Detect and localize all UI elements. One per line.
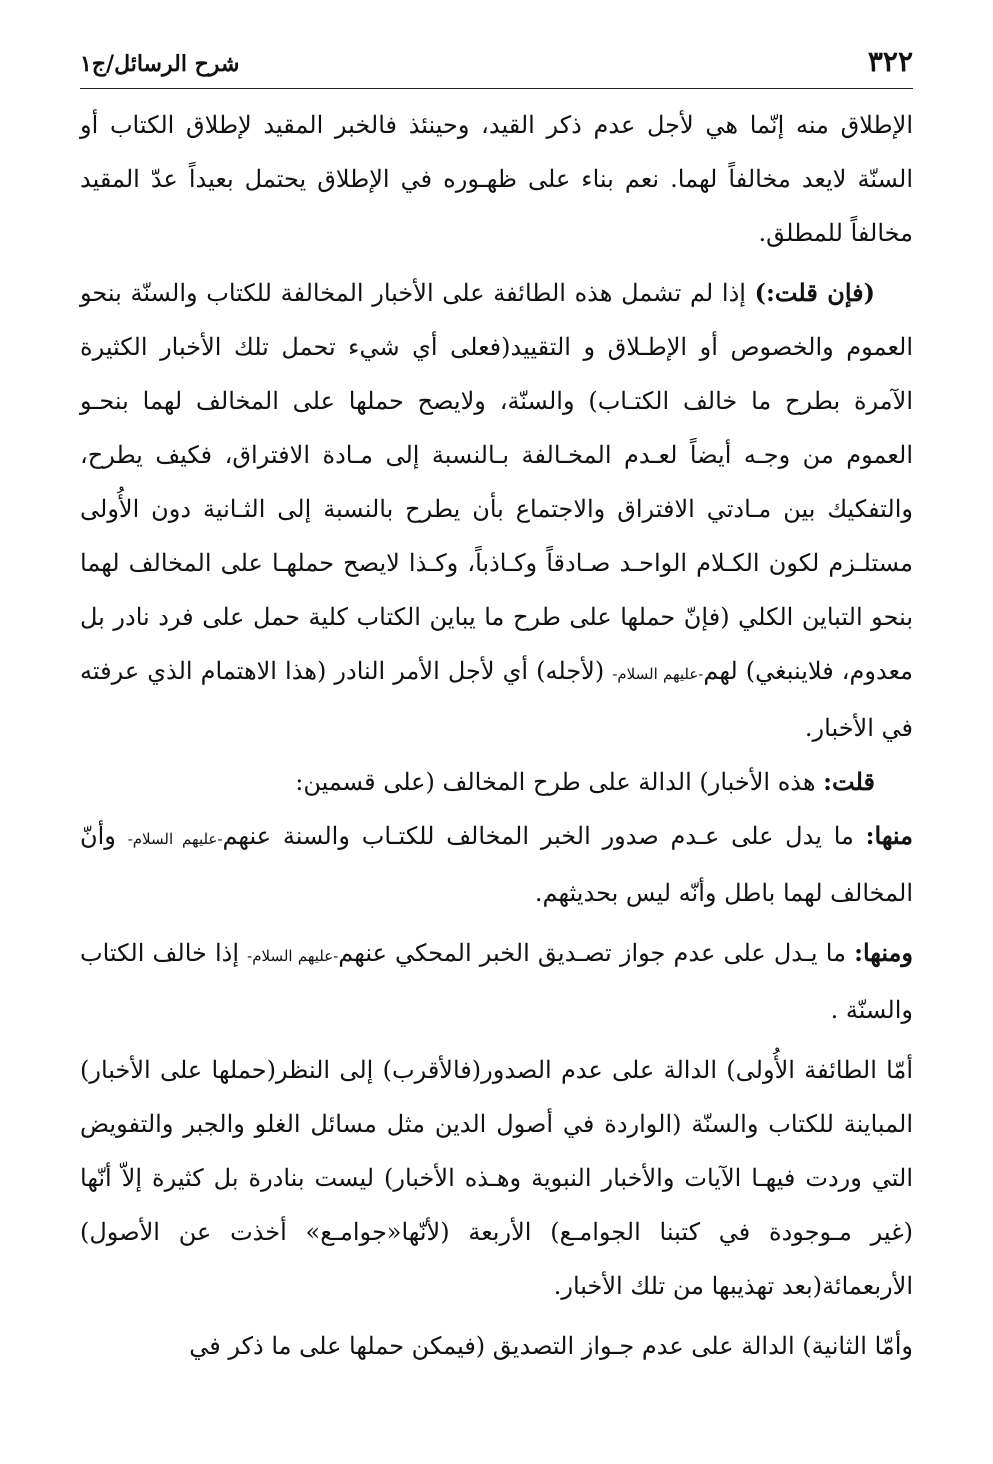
page-number: ٣٢٢ (867, 45, 913, 78)
paragraph-3-text: هذه الأخبار) الدالة على طرح المخالف (على قسمين: (295, 768, 824, 796)
paragraph-1 (80, 98, 913, 260)
paragraph-5-lead: ومنها: (854, 938, 913, 967)
paragraph-5-text-a: ما يـدل على عدم جواز تصـديق الخبر المحكي عنهم (338, 939, 855, 967)
paragraph-2-honorific: -عليهم السلام- (612, 665, 704, 683)
paragraph-7 (80, 1319, 913, 1373)
paragraph-5 (80, 926, 913, 1037)
header-rule (80, 88, 913, 89)
paragraph-4-text-a: ما يدل على عـدم صدور الخبر المخالف للكتـاب والسنة عنهم (222, 822, 866, 850)
paragraph-2-lead: (فإن قلت:) (754, 278, 875, 307)
paragraph-4-honorific: -عليهم السلام- (127, 830, 223, 848)
paragraph-4-text-b: وأنّ المخالف لهما باطل وأنّه ليس بحديثهم. (80, 822, 913, 907)
paragraph-5-honorific: -عليهم السلام- (247, 947, 339, 965)
paragraph-4 (80, 809, 913, 920)
paragraph-2-text-b: (لأجله) أي لأجل الأمر النادر (هذا الاهتمام الذي عرفته في الأخبار. (80, 657, 913, 742)
paragraph-3 (80, 755, 913, 809)
paragraph-6 (80, 1043, 913, 1313)
page-body (80, 98, 913, 1373)
paragraph-5-text-b: إذا خالف الكتاب والسنّة . (80, 939, 913, 1024)
paragraph-2-text-a: إذا لم تشمل هذه الطائفة على الأخبار المخالفة للكتاب والسنّة بنحو العموم والخصوص أو الإطـلاق و التقييد(فعلى أي شيء تحمل تلك الأخبار الكثيرة الآمرة بطرح ما خالف الكتـاب) والسنّة، ولايصح حملها على المخالف لهما بنحـو العموم من وجـه أيضاً لعـدم المخـالفة بـالنسبة إلى مـادة الافتراق، فكيف يطرح، والتفكيك بين مـادتي الافتراق والاجتماع بأن يطرح بالنسبة إلى الثـانية دون الأُولى مستلـزم لكون الكـلام الواحـد صـادقاً وكـاذباً، وكـذا لايصح حملهـا على المخالف لهما بنحو التباين الكلي (فإنّ حملها على طرح ما يباين الكتاب كلية حمل على فرد نادر بل معدوم، فلاينبغي) لهم (80, 279, 914, 685)
paragraph-6-text: أمّا الطائفة الأُولى) الدالة على عدم الصدور(فالأقرب) إلى النظر(حملها على الأخبار) المباينة للكتاب والسنّة (الواردة في أصول الدين مثل مسائل الغلو والجبر والتفويض التي وردت فيهـا الآيات والأخبار النبوية وهـذه الأخبار) ليست بنادرة بل كثيرة إلاّ أنّها (غير مـوجودة في كتبنا الجوامـع) الأربعة (لأنّها«جوامـع» أخذت عن الأصول) الأربعمائة(بعد تهذيبها من تلك الأخبار. (80, 1056, 914, 1300)
paragraph-1-text: الإطلاق منه إنّما هي لأجل عدم ذكر القيد، وحينئذ فالخبر المقيد لإطلاق الكتاب أو السنّة لايعد مخالفاً لهما. نعم بناء على ظهـوره في الإطلاق يحتمل بعيداً عدّ المقيد مخالفاً للمطلق. (80, 111, 913, 247)
paragraph-3-lead: قلت: (823, 767, 875, 796)
paragraph-7-text: وأمّا الثانية) الدالة على عدم جـواز التصديق (فيمكن حملها على ما ذكر في (189, 1332, 913, 1360)
paragraph-4-lead: منها: (865, 821, 913, 850)
paragraph-2 (80, 266, 913, 755)
page-header (80, 44, 913, 84)
running-title: شرح الرسائل/ج١ (80, 51, 240, 77)
